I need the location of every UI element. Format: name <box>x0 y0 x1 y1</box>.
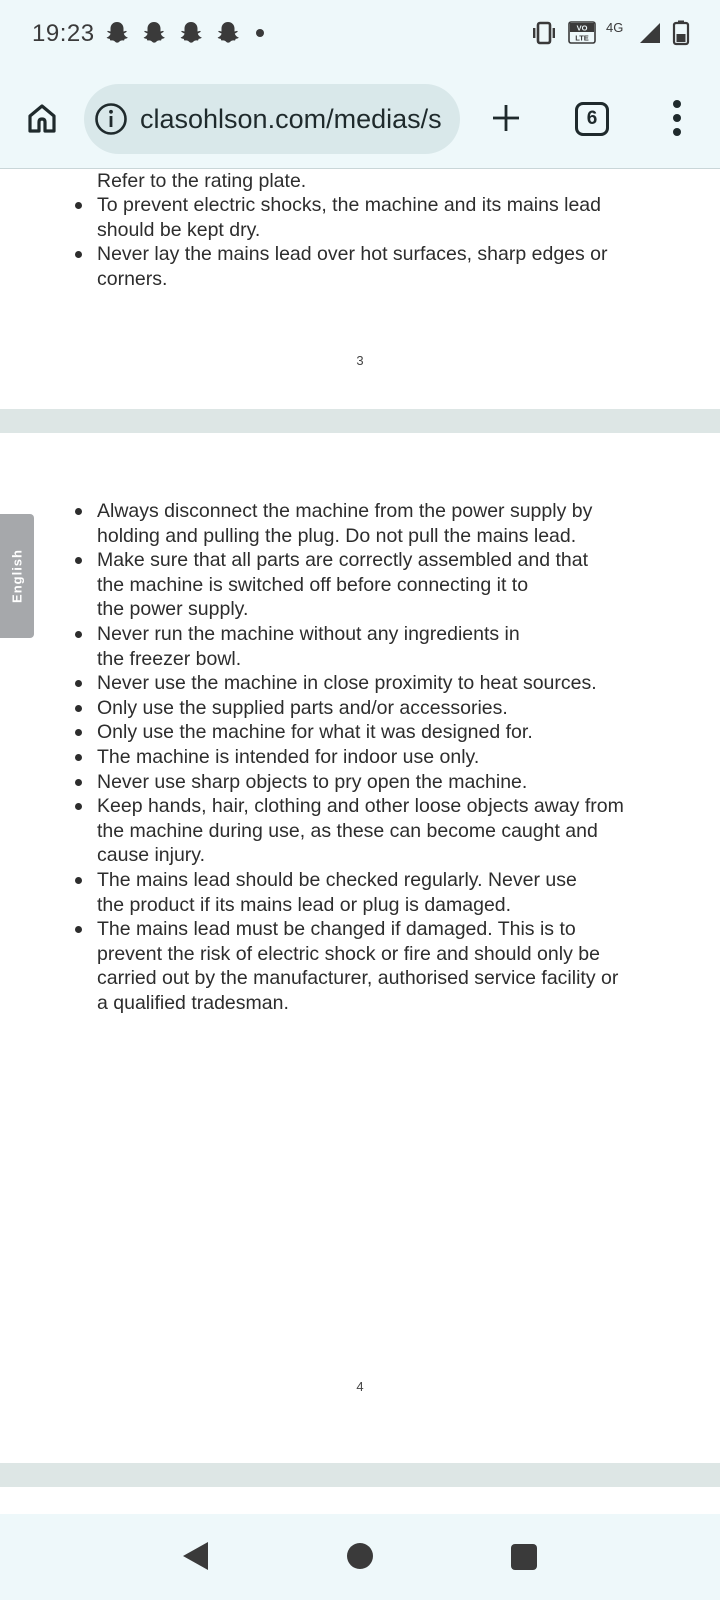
network-type <box>606 20 628 46</box>
list-item-text: The mains lead should be checked regularly. Never use the product if its mains lead or plug is damaged. <box>97 868 577 916</box>
safety-list-page-3 <box>97 193 657 291</box>
list-item-text: The mains lead must be changed if damaged. This is to prevent the risk of electric shock or fire and should only be carried out by the manufacturer, authorised service facility or a qualified tradesman. <box>97 918 619 1014</box>
plus-icon <box>490 102 522 134</box>
list-item-text: Make sure that all parts are correctly assembled and that the machine is switched off before connecting it to the power supply. <box>97 549 588 621</box>
list-item-text: Keep hands, hair, clothing and other loose objects away from the machine during use, as these can become caught and cause injury. <box>97 795 624 867</box>
bullet-dot <box>75 803 82 810</box>
menu-dot <box>673 114 681 122</box>
snapchat-icon <box>141 20 167 46</box>
notification-icons <box>104 20 264 46</box>
list-item <box>97 548 657 622</box>
system-icons <box>530 20 690 46</box>
home-button[interactable] <box>22 98 62 138</box>
bullet-dot <box>75 631 82 638</box>
overflow-menu-button[interactable] <box>662 98 692 138</box>
network-type-label: 4G <box>606 20 624 35</box>
list-item <box>97 720 657 745</box>
bullet-dot <box>75 705 82 712</box>
signal-icon <box>638 21 662 45</box>
list-item <box>97 745 657 770</box>
bullet-dot <box>75 754 82 761</box>
list-item-text: The machine is intended for indoor use only. <box>97 745 480 768</box>
list-item <box>97 499 657 548</box>
list-item <box>97 868 657 917</box>
page-separator <box>0 409 720 433</box>
page-number: 4 <box>356 1379 364 1394</box>
list-item-text: Only use the machine for what it was designed for. <box>97 721 533 744</box>
bullet-dot <box>75 557 82 564</box>
bullet-dot <box>75 251 82 258</box>
info-icon[interactable] <box>94 102 128 136</box>
browser-toolbar <box>0 70 720 169</box>
list-item-text: Only use the supplied parts and/or accessories. <box>97 696 508 719</box>
list-item <box>97 622 657 671</box>
menu-dot <box>673 128 681 136</box>
list-item <box>97 770 657 795</box>
list-item-text: To prevent electric shocks, the machine and its mains lead should be kept dry. <box>97 194 602 241</box>
bullet-dot <box>75 877 82 884</box>
system-navigation-bar <box>0 1514 720 1600</box>
bullet-dot <box>75 729 82 736</box>
volte-icon <box>568 20 596 46</box>
url-bar[interactable] <box>84 84 460 154</box>
bullet-dot <box>75 202 82 209</box>
bullet-dot <box>75 926 82 933</box>
home-nav-button[interactable] <box>347 1543 373 1569</box>
back-icon[interactable] <box>180 1539 210 1573</box>
tab-switcher-button[interactable]: 6 <box>575 102 609 136</box>
snapchat-icon <box>215 20 241 46</box>
status-time: 19:23 <box>32 20 95 47</box>
safety-list-page-4 <box>97 499 657 1015</box>
pdf-viewer[interactable] <box>0 169 720 1514</box>
list-item <box>97 193 657 242</box>
bullet-dot <box>75 508 82 515</box>
list-item <box>97 794 657 868</box>
list-item <box>97 917 657 1015</box>
page-number: 3 <box>356 353 364 368</box>
url-text: clasohlson.com/medias/s <box>140 104 442 134</box>
list-item <box>97 242 657 291</box>
new-tab-button[interactable] <box>486 98 526 138</box>
list-item-text: Never use sharp objects to pry open the machine. <box>97 770 528 793</box>
home-icon <box>26 102 58 134</box>
menu-dot <box>673 100 681 108</box>
status-bar <box>0 0 720 70</box>
list-item <box>97 696 657 721</box>
vibrate-icon <box>530 20 558 46</box>
svg-text:LTE: LTE <box>575 33 589 43</box>
language-tab <box>0 514 34 638</box>
list-item-text: Never run the machine without any ingredients in the freezer bowl. <box>97 622 520 670</box>
snapchat-icon <box>178 20 204 46</box>
bullet-dot <box>75 680 82 687</box>
continued-line: Refer to the rating plate. <box>97 170 307 192</box>
list-item-text: Never lay the mains lead over hot surfaces, sharp edges or corners. <box>97 243 608 290</box>
recent-apps-button[interactable] <box>511 1544 537 1570</box>
page-separator <box>0 1463 720 1487</box>
list-item-text: Never use the machine in close proximity to heat sources. <box>97 672 597 695</box>
battery-icon <box>672 20 690 46</box>
svg-text:VO: VO <box>576 23 588 33</box>
list-item-text: Always disconnect the machine from the power supply by holding and pulling the plug. Do not pull the mains lead. <box>97 500 593 547</box>
bullet-dot <box>75 779 82 786</box>
language-tab-label: English <box>9 549 25 603</box>
snapchat-icon <box>104 20 130 46</box>
more-notifications-dot <box>256 29 264 37</box>
list-item <box>97 671 657 696</box>
